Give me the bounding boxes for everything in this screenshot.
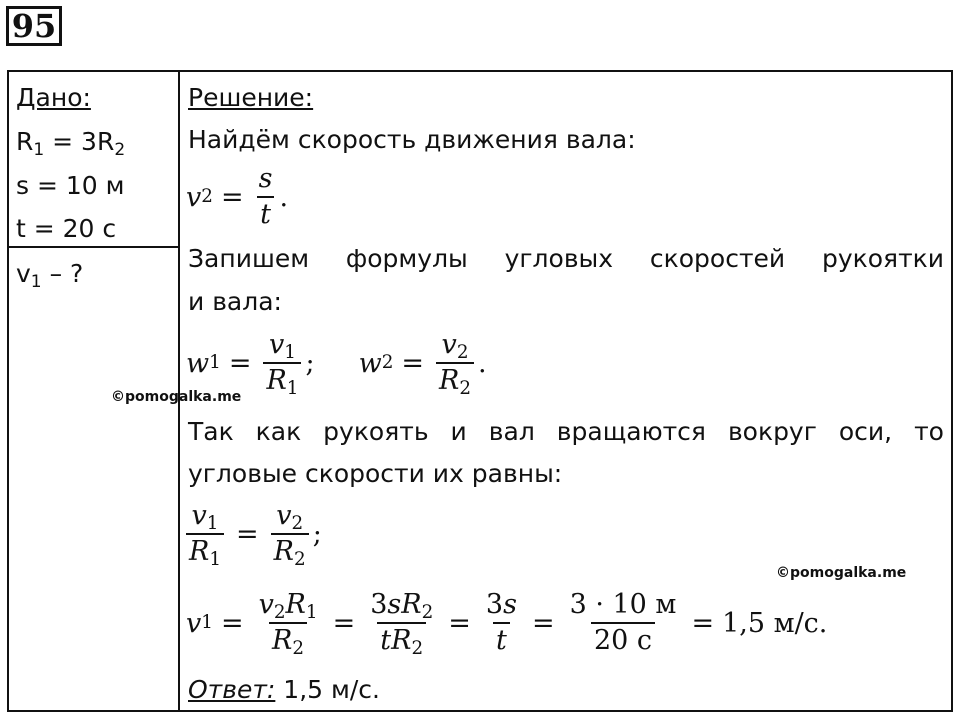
solution-line-5: угловые скорости их равны: — [188, 459, 563, 488]
watermark-left: ©pomogalka.me — [111, 389, 242, 405]
solution-header: Решение: — [188, 83, 314, 112]
solution-line-1: Найдём скорость движения вала: — [188, 125, 636, 154]
answer-value: 1,5 м/с. — [275, 675, 380, 704]
given-distance: s = 10 м — [16, 171, 125, 200]
fraction-s-over-t: $\frac{s}{t}$ — [258, 163, 273, 230]
formula-result: v 1 = $\frac{v_2R_1}{R_2}$ = $\frac{3sR_2}{tR_2}$ = $\frac{3s}{t}$ = $\frac{3 \cdot 10 м}{20 с}$ = 1,5 м/с. — [186, 589, 828, 660]
formula-angular-velocities: w 1 = $\frac{v_1}{R_1}$ ; w 2 = $\frac{v_2}{R_2}$ . — [186, 329, 487, 400]
answer-label: Ответ: — [188, 675, 276, 704]
solution-line-3: и вала: — [188, 287, 282, 316]
solution-line-4: Так как рукоять и вал вращаются вокруг оси, то — [188, 417, 944, 446]
problem-number: 95 — [6, 6, 62, 46]
formula-equal-angular: $\frac{v_1}{R_1}$ = $\frac{v_2}{R_2}$ ; — [186, 499, 322, 569]
answer-line — [188, 675, 380, 704]
find-velocity: $v_1$ – ? — [16, 259, 84, 292]
formula-v2: v 2 = $\frac{s}{t}$ . — [186, 163, 289, 230]
result-value: 1,5 м/с. — [722, 607, 828, 639]
given-time: t = 20 с — [16, 214, 117, 243]
solution-line-2: Запишем формулы угловых скоростей рукоятки — [188, 244, 944, 273]
watermark-right: ©pomogalka.me — [776, 565, 907, 581]
given-header: Дано: — [16, 83, 91, 112]
given-radius-relation: $R_1 = 3R_2$ — [16, 127, 126, 160]
